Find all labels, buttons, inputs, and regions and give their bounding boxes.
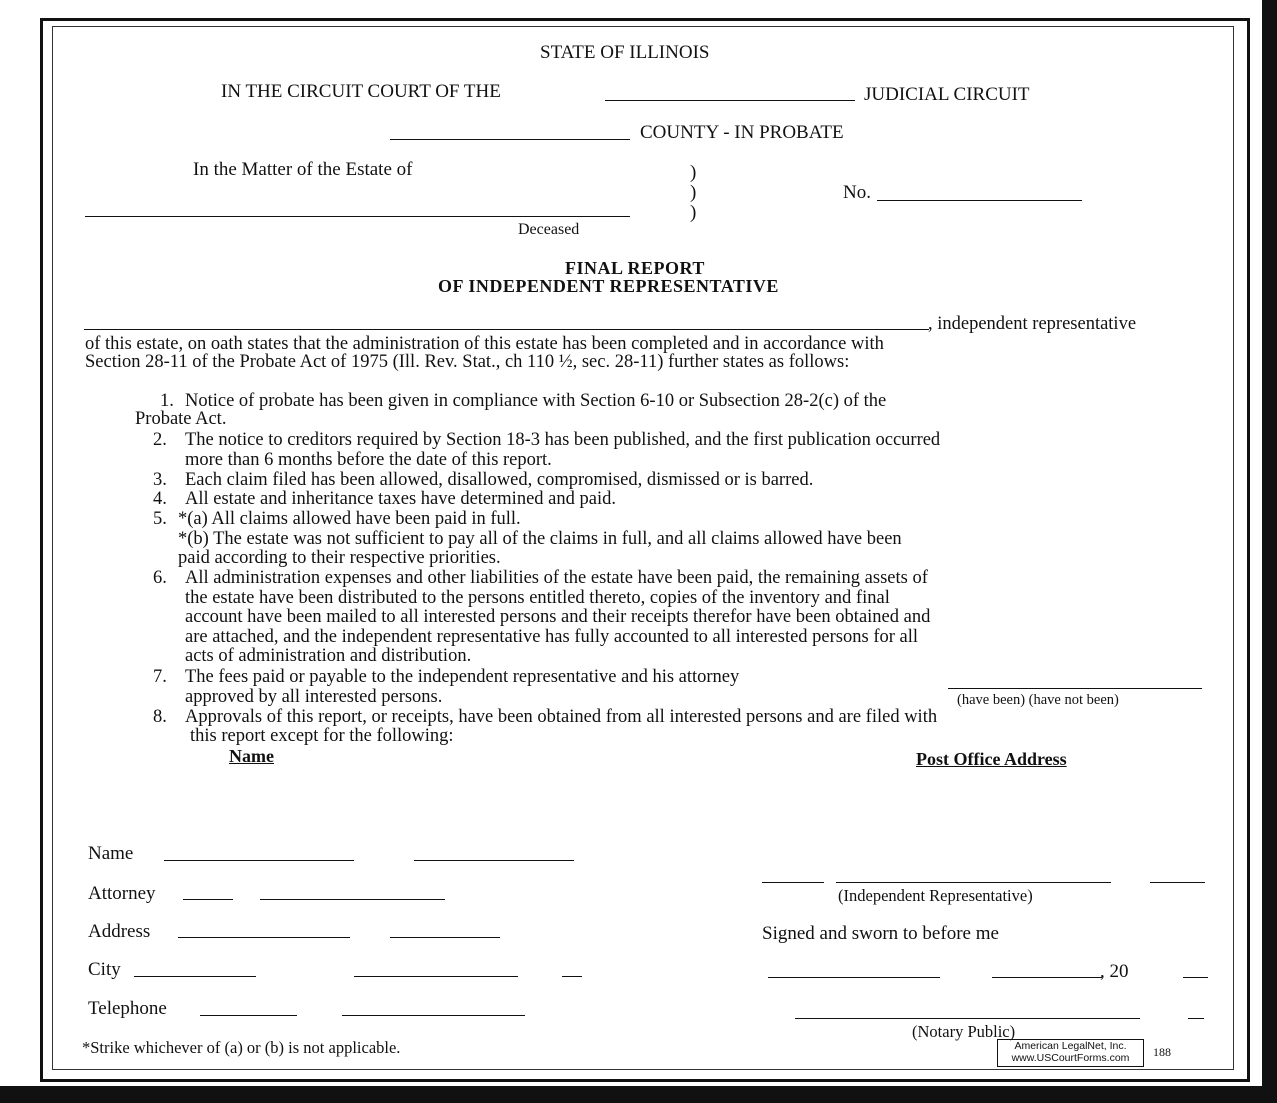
item-1-line-2: Probate Act.: [135, 409, 227, 429]
item-number: 7.: [153, 667, 167, 687]
scan-edge-bottom: [0, 1086, 1277, 1103]
item-5-line-3: paid according to their respective priorities.: [178, 548, 501, 568]
report-subtitle: OF INDEPENDENT REPRESENTATIVE: [438, 276, 779, 296]
state-heading: STATE OF ILLINOIS: [540, 42, 710, 63]
sworn-year-field[interactable]: [1183, 977, 1208, 978]
scan-edge-right: [1262, 0, 1277, 1103]
item-number: 6.: [153, 568, 167, 588]
attorney-label: Attorney: [88, 883, 156, 904]
fees-approval-field[interactable]: [948, 688, 1202, 689]
item-8-line-2: this report except for the following:: [190, 726, 454, 746]
form-number: 188: [1153, 1045, 1171, 1059]
publisher-website: www.USCourtForms.com: [1011, 1052, 1130, 1064]
case-number-label: No.: [843, 182, 871, 203]
fees-approval-choice: (have been) (have not been): [957, 692, 1119, 708]
publisher-name: American LegalNet, Inc.: [1014, 1040, 1127, 1052]
item-5-line-1: *(a) All claims allowed have been paid in full.: [178, 509, 521, 529]
circuit-number-field[interactable]: [605, 100, 855, 101]
attorney-address-field[interactable]: [178, 937, 350, 938]
attorney-address-field-2[interactable]: [390, 937, 500, 938]
item-1-line-1: Notice of probate has been given in compliance with Section 6-10 or Subsection 28-2(c) of the: [185, 391, 887, 411]
notary-signature-field-2[interactable]: [1188, 1018, 1204, 1019]
attorney-telephone-field-2[interactable]: [342, 1015, 525, 1016]
item-6-line-1: All administration expenses and other liabilities of the estate have been paid, the remaining assets of: [185, 568, 928, 588]
notary-signature-field[interactable]: [795, 1018, 1140, 1019]
item-3-line-1: Each claim filed has been allowed, disallowed, compromised, dismissed or is barred.: [185, 470, 814, 490]
caption-paren: ): [690, 182, 697, 203]
item-6-line-3: account have been mailed to all interested persons and their receipts therefor have been obtained and: [185, 607, 931, 627]
publisher-logo: [997, 1039, 1144, 1067]
item-number: 5.: [153, 509, 167, 529]
item-number: 1.: [160, 391, 174, 411]
court-suffix: JUDICIAL CIRCUIT: [864, 84, 1030, 105]
attorney-city-field-2[interactable]: [354, 976, 518, 977]
estate-matter-label: In the Matter of the Estate of: [193, 159, 413, 180]
attorney-city-field[interactable]: [134, 976, 256, 977]
deceased-label: Deceased: [518, 221, 580, 238]
decedent-name-field[interactable]: [85, 216, 630, 217]
county-label: COUNTY - IN PROBATE: [640, 122, 844, 143]
attorney-name-label: Name: [88, 843, 134, 864]
attorney-telephone-field[interactable]: [200, 1015, 297, 1016]
item-6-line-5: acts of administration and distribution.: [185, 646, 472, 666]
item-2-line-2: more than 6 months before the date of this report.: [185, 450, 552, 470]
item-7-line-1: The fees paid or payable to the independent representative and his attorney: [185, 667, 740, 687]
sworn-statement: Signed and sworn to before me: [762, 923, 999, 944]
attorney-name-field-2[interactable]: [414, 860, 574, 861]
item-number: 8.: [153, 707, 167, 727]
sworn-year-label: , 20: [1100, 961, 1129, 982]
name-column-heading: Name: [229, 746, 274, 766]
item-8-line-1: Approvals of this report, or receipts, have been obtained from all interested persons and are filed with: [185, 707, 938, 727]
court-prefix: IN THE CIRCUIT COURT OF THE: [221, 81, 501, 102]
item-6-line-4: are attached, and the independent representative has fully accounted to all interested persons for all: [185, 627, 919, 647]
representative-signature-field[interactable]: [762, 882, 824, 883]
intro-line-1: , independent representative: [928, 314, 1137, 334]
report-title: FINAL REPORT: [565, 258, 705, 278]
caption-paren: ): [690, 162, 697, 183]
strike-note: *Strike whichever of (a) or (b) is not applicable.: [82, 1038, 401, 1057]
item-number: 3.: [153, 470, 167, 490]
attorney-field[interactable]: [183, 899, 233, 900]
caption-paren: ): [690, 202, 697, 223]
representative-name-field[interactable]: [84, 329, 929, 330]
item-number: 2.: [153, 430, 167, 450]
representative-signature-field-2[interactable]: [836, 882, 1111, 883]
attorney-field-2[interactable]: [260, 899, 445, 900]
sworn-day-field[interactable]: [768, 977, 940, 978]
item-6-line-2: the estate have been distributed to the persons entitled thereto, copies of the inventory and final: [185, 588, 890, 608]
item-7-line-2: approved by all interested persons.: [185, 687, 443, 707]
case-number-field[interactable]: [877, 200, 1082, 201]
representative-label: (Independent Representative): [838, 886, 1033, 905]
item-number: 4.: [153, 489, 167, 509]
item-5-line-2: *(b) The estate was not sufficient to pay all of the claims in full, and all claims allowed have been: [178, 529, 902, 549]
intro-line-2: of this estate, on oath states that the administration of this estate has been completed and in accordance with: [85, 334, 884, 354]
representative-signature-field-3[interactable]: [1150, 882, 1205, 883]
attorney-city-field-3[interactable]: [562, 976, 582, 977]
sworn-month-field[interactable]: [992, 977, 1102, 978]
attorney-name-field[interactable]: [164, 860, 354, 861]
attorney-address-label: Address: [88, 921, 151, 942]
notary-label: (Notary Public): [912, 1022, 1016, 1041]
item-2-line-1: The notice to creditors required by Section 18-3 has been published, and the first publication occurred: [185, 430, 941, 450]
address-column-heading: Post Office Address: [916, 749, 1067, 769]
attorney-city-label: City: [88, 959, 121, 980]
intro-line-3: Section 28-11 of the Probate Act of 1975 (Ill. Rev. Stat., ch 110 ½, sec. 28-11) further states as follows:: [85, 352, 850, 372]
attorney-telephone-label: Telephone: [88, 998, 167, 1019]
county-field[interactable]: [390, 139, 630, 140]
item-4-line-1: All estate and inheritance taxes have determined and paid.: [185, 489, 616, 509]
